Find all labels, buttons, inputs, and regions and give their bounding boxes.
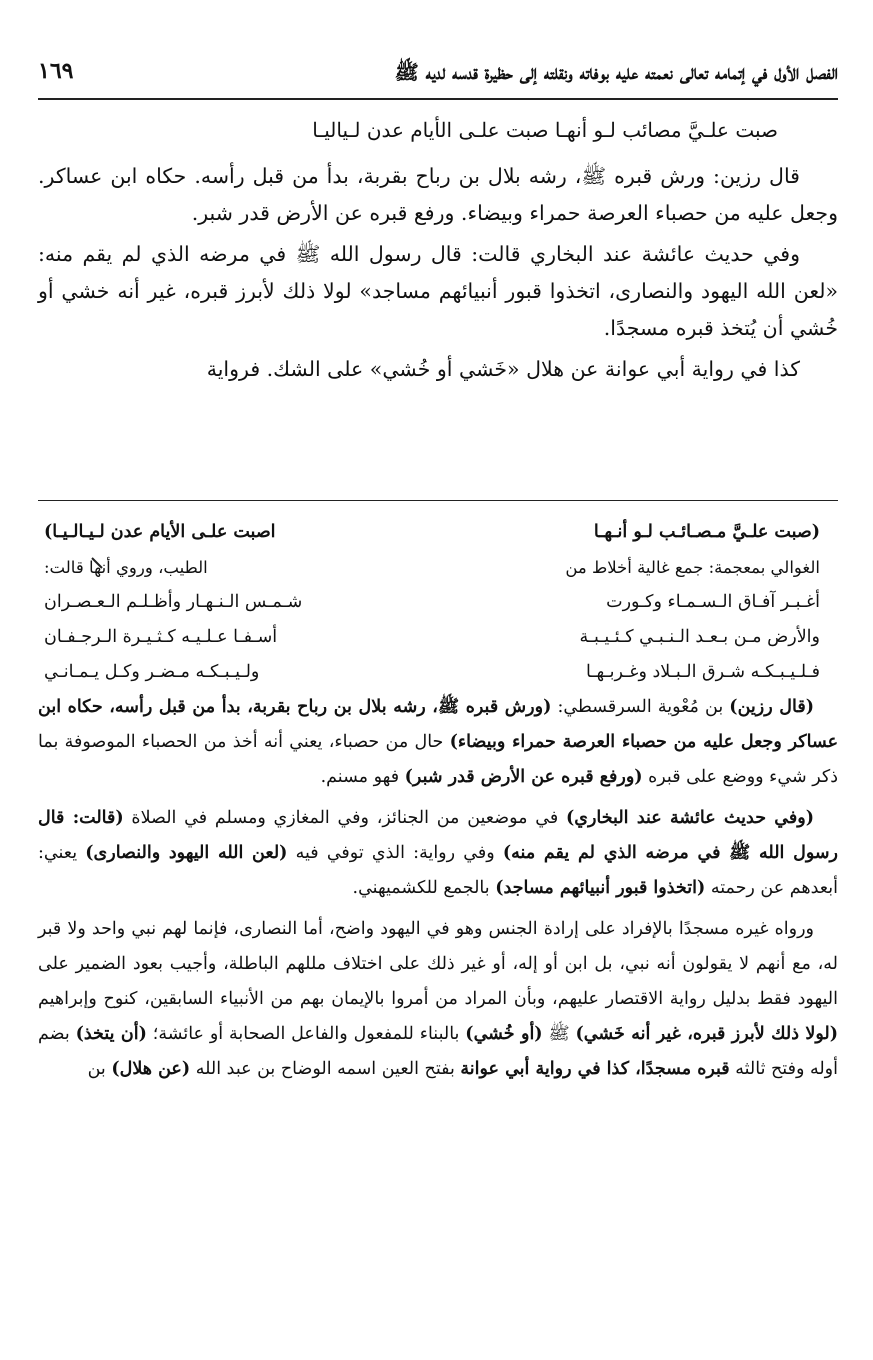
lemma: (وفي حديث عائشة عند البخاري) xyxy=(566,808,814,828)
lemma: (اتخذوا قبور أنبيائهم مساجد) xyxy=(495,878,706,898)
commentary-paragraph-1 xyxy=(38,690,838,795)
verse-hemistich: اصبت علـى الأيام عدن لـيـالـيـا) xyxy=(44,522,276,542)
lemma: قبره مسجدًا، كذا في رواية أبي عوانة xyxy=(460,1059,730,1079)
main-paragraph-2: وفي حديث عائشة عند البخاري قالت: قال رسول الله ﷺ في مرضه الذي لم يقم منه: «لعن الله اليهود والنصارى، اتخذوا قبور أنبيائهم مساجد» لولا ذلك لأبرز قبره، غير أنه خشي أو خُشي أن يُتخذ قبره مسجدًا. xyxy=(38,242,838,340)
commentary-text: حال من حصباء، يعني أنه أخذ من الحصباء الموصوفة بما ذكر شيء ووضع على قبره xyxy=(38,732,838,787)
commentary-text: بالجمع للكشميهني. xyxy=(352,878,496,898)
commentary-text: فهو مسنم. xyxy=(320,767,405,787)
commentary-body xyxy=(38,690,838,1087)
commentary-text: في موضعين من الجنائز، وفي المغازي ومسلم في الصلاة xyxy=(123,808,566,828)
lemma: (قالت: قال رسول الله ﷺ في مرضه الذي لم يقم منه) xyxy=(38,808,838,863)
verse-hemistich: فـلـيـبـكـه شـرق الـبـلاد وغـربـهـا xyxy=(586,662,820,682)
lemma: (ورش قبره ﷺ، رشه بلال بن رباح بقربة، بدأ من قبل رأسه، حكاه ابن عساكر وجعل عليه من حصباء العرصة حمراء وبيضاء) xyxy=(38,697,839,752)
main-text xyxy=(38,158,838,392)
page-header xyxy=(38,52,838,92)
commentary-text: بضم أوله وفتح ثالثه xyxy=(38,1024,838,1079)
header-rule xyxy=(38,98,838,100)
verse-hemistich: شـمـس الـنـهـار وأظـلـم الـعـصـران xyxy=(44,592,303,612)
commentary-text: ﷺ xyxy=(542,1024,576,1044)
lemma: (لولا ذلك لأبرز قبره، غير أنه خَشي) xyxy=(575,1024,839,1044)
verse-row xyxy=(38,550,838,585)
commentary-text: وفي رواية: الذي توفي فيه xyxy=(287,843,503,863)
verse-row xyxy=(38,585,838,620)
verse-hemistich: ولـيـبـكـه مـضـر وكـل يـمـانـي xyxy=(44,662,260,682)
lemma: (لعن الله اليهود والنصارى) xyxy=(85,843,288,863)
main-paragraph-1: قال رزين: ورش قبره ﷺ، رشه بلال بن رباح بقربة، بدأ من قبل رأسه. حكاه ابن عساكر. وجعل عليه من حصباء العرصة حمراء وبيضاء. ورفع قبره عن الأرض قدر شبر. xyxy=(38,164,838,225)
verse-hemistich: والأرض مـن بـعـد الـنـبـي كـئـيـبـة xyxy=(579,627,820,647)
lemma: (أن يتخذ) xyxy=(75,1024,147,1044)
verse-row xyxy=(38,620,838,655)
verse-hemistich: أسـفـا عـلـيـه كـثـيـرة الـرجـفـان xyxy=(44,627,278,647)
commentary xyxy=(38,515,838,1093)
lemma: (قال رزين) xyxy=(729,697,814,717)
commentary-separator xyxy=(38,500,838,501)
commentary-text: بن xyxy=(87,1059,112,1079)
verse-row xyxy=(38,515,838,550)
commentary-text: يعني: أبعدهم عن رحمته xyxy=(38,843,838,898)
margin-mark-icon xyxy=(90,556,104,570)
verse-row xyxy=(38,655,838,690)
running-head: الفصل الأول في إتمامه تعالى نعمته عليه بوفاته ونقلته إلى حظيرة قدسه لديه ﷺ xyxy=(394,60,838,84)
commentary-text: بالبناء للمفعول والفاعل الصحابة أو عائشة؛ xyxy=(146,1024,466,1044)
lemma: (أو خُشي) xyxy=(465,1024,543,1044)
gloss-text: الطيب، وروي أنها قالت: xyxy=(44,558,208,577)
lemma: (عن هلال) xyxy=(111,1059,191,1079)
commentary-paragraph-2 xyxy=(38,801,838,906)
poem-line: صبت علـيَّ مصائب لـو أنهـا صبت علـى الأيام عدن لـياليـا xyxy=(312,118,778,142)
commentary-text: بفتح العين اسمه الوضاح بن عبد الله xyxy=(190,1059,461,1079)
gloss-text: الغوالي بمعجمة: جمع غالية أخلاط من xyxy=(565,558,820,577)
verse-hemistich: (صبت علـيَّ مـصـائـب لـو أنـهـا xyxy=(593,522,820,542)
commentary-paragraph-3 xyxy=(38,912,838,1087)
main-paragraph-3: كذا في رواية أبي عوانة عن هلال «خَشي أو خُشي» على الشك. فرواية xyxy=(206,357,800,381)
commentary-text: بن مُعْوية السرقسطي: xyxy=(551,697,730,717)
commentary-text: ورواه غيره مسجدًا بالإفراد على إرادة الجنس وهو في اليهود واضح، أما النصارى، فإنما لهم نبي واحد ولا قبر له، مع أنهم لا يقولون أنه نبي، بل ابن أو إله، أو غير ذلك على اختلاف مللهم الباطلة، وأجيب بعود الضمير على اليهود فقط بدليل رواية الاقتصار عليهم، وبأن المراد من أمروا بالإيمان بهم من الأنبياء السابقين، كنوح وإبراهيم xyxy=(38,919,838,1009)
lemma: (ورفع قبره عن الأرض قدر شبر) xyxy=(404,767,643,787)
verse-hemistich: أغـبـر آفـاق الـسـمـاء وكـورت xyxy=(606,592,820,612)
page-number: ١٦٩ xyxy=(38,58,74,84)
